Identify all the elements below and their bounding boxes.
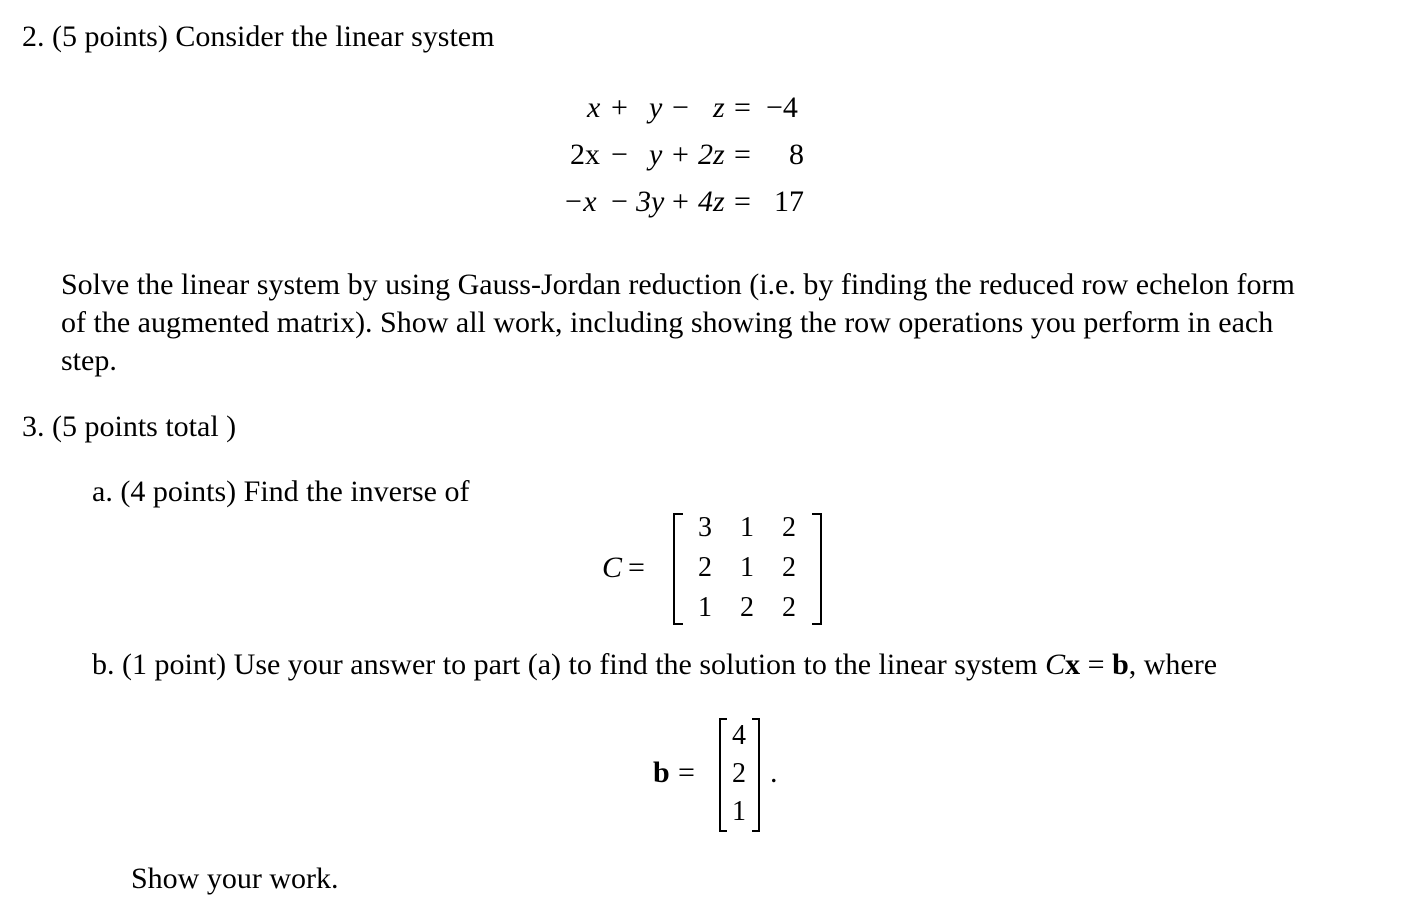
eq-term: z xyxy=(713,91,725,124)
eq-term: 3y xyxy=(636,185,665,218)
part-b-eq-sign: = xyxy=(1087,648,1105,681)
problem3-title: (5 points total ) xyxy=(52,410,237,443)
matrix-cell: 1 xyxy=(740,552,754,583)
eq-equals: = xyxy=(734,91,751,124)
problem2-points: (5 points) xyxy=(52,20,168,53)
matrix-cell: 2 xyxy=(698,552,712,583)
problem2-instructions: Solve the linear system by using Gauss-Jordan reduction (i.e. by finding the reduced row echelon form of the augmented matrix). Show all work, including showing the row operations you perform in each step. xyxy=(61,268,1295,377)
eq-term: y xyxy=(649,138,663,171)
vector-equals: = xyxy=(678,756,695,789)
show-work-text: Show your work. xyxy=(131,862,339,895)
matrix-cell: 3 xyxy=(698,512,712,543)
eq-op: − xyxy=(672,91,689,124)
vector-period: . xyxy=(770,756,778,789)
part-a-points: (4 points) xyxy=(120,475,237,508)
eq-op: + xyxy=(672,138,689,171)
part-b-header xyxy=(92,650,1217,680)
matrix-name: C xyxy=(602,551,623,584)
left-bracket xyxy=(673,513,683,625)
problem2-intro: Consider the linear system xyxy=(175,20,495,53)
eq-term: 4z xyxy=(698,185,725,218)
eq-op: + xyxy=(611,91,628,124)
eq-op: + xyxy=(672,185,689,218)
part-b-points: (1 point) xyxy=(122,648,227,681)
matrix-equals: = xyxy=(628,551,645,584)
matrix-cell: 2 xyxy=(740,592,754,623)
part-a-label: a. xyxy=(92,475,113,508)
matrix-cell: 1 xyxy=(698,592,712,623)
eq-term xyxy=(570,140,600,170)
vector-cell: 2 xyxy=(732,758,746,789)
vector-cell: 4 xyxy=(732,720,746,751)
part-b-label: b. xyxy=(92,648,115,681)
part-b-text: Use your answer to part (a) to find the solution to the linear system xyxy=(233,648,1038,681)
eq-equals: = xyxy=(734,138,751,171)
matrix-cell: 2 xyxy=(782,512,796,543)
eq-op: − xyxy=(611,138,628,171)
right-bracket xyxy=(812,513,822,625)
matrix-cell: 2 xyxy=(782,552,796,583)
eq-rhs: 8 xyxy=(789,138,804,171)
problem2-number: 2. xyxy=(22,20,45,53)
vector-name: b xyxy=(653,756,670,789)
eq-equals: = xyxy=(734,185,751,218)
part-a-header xyxy=(92,477,469,507)
eq-op: − xyxy=(611,185,628,218)
eq-term: −x xyxy=(563,185,597,218)
eq-term: 2z xyxy=(698,138,725,171)
part-a-text: Find the inverse of xyxy=(243,475,470,508)
part-b-eq-x: x xyxy=(1065,648,1081,681)
matrix-cell: 2 xyxy=(782,592,796,623)
matrix-cell: 1 xyxy=(740,512,754,543)
eq-term-text: 2x xyxy=(570,138,600,171)
right-bracket xyxy=(752,718,760,832)
part-b-eq-b: b xyxy=(1112,648,1129,681)
problem3-header xyxy=(22,412,236,442)
eq-rhs: 17 xyxy=(774,185,804,218)
vector-cell: 1 xyxy=(732,796,746,827)
left-bracket xyxy=(719,718,727,832)
part-b-eq-c: C xyxy=(1045,648,1066,681)
eq-rhs: −4 xyxy=(766,91,798,124)
eq-term: y xyxy=(649,91,663,124)
problem3-number: 3. xyxy=(22,410,45,443)
problem2-header xyxy=(22,22,494,52)
part-b-text-after: , where xyxy=(1128,648,1218,681)
eq-term: x xyxy=(587,91,601,124)
